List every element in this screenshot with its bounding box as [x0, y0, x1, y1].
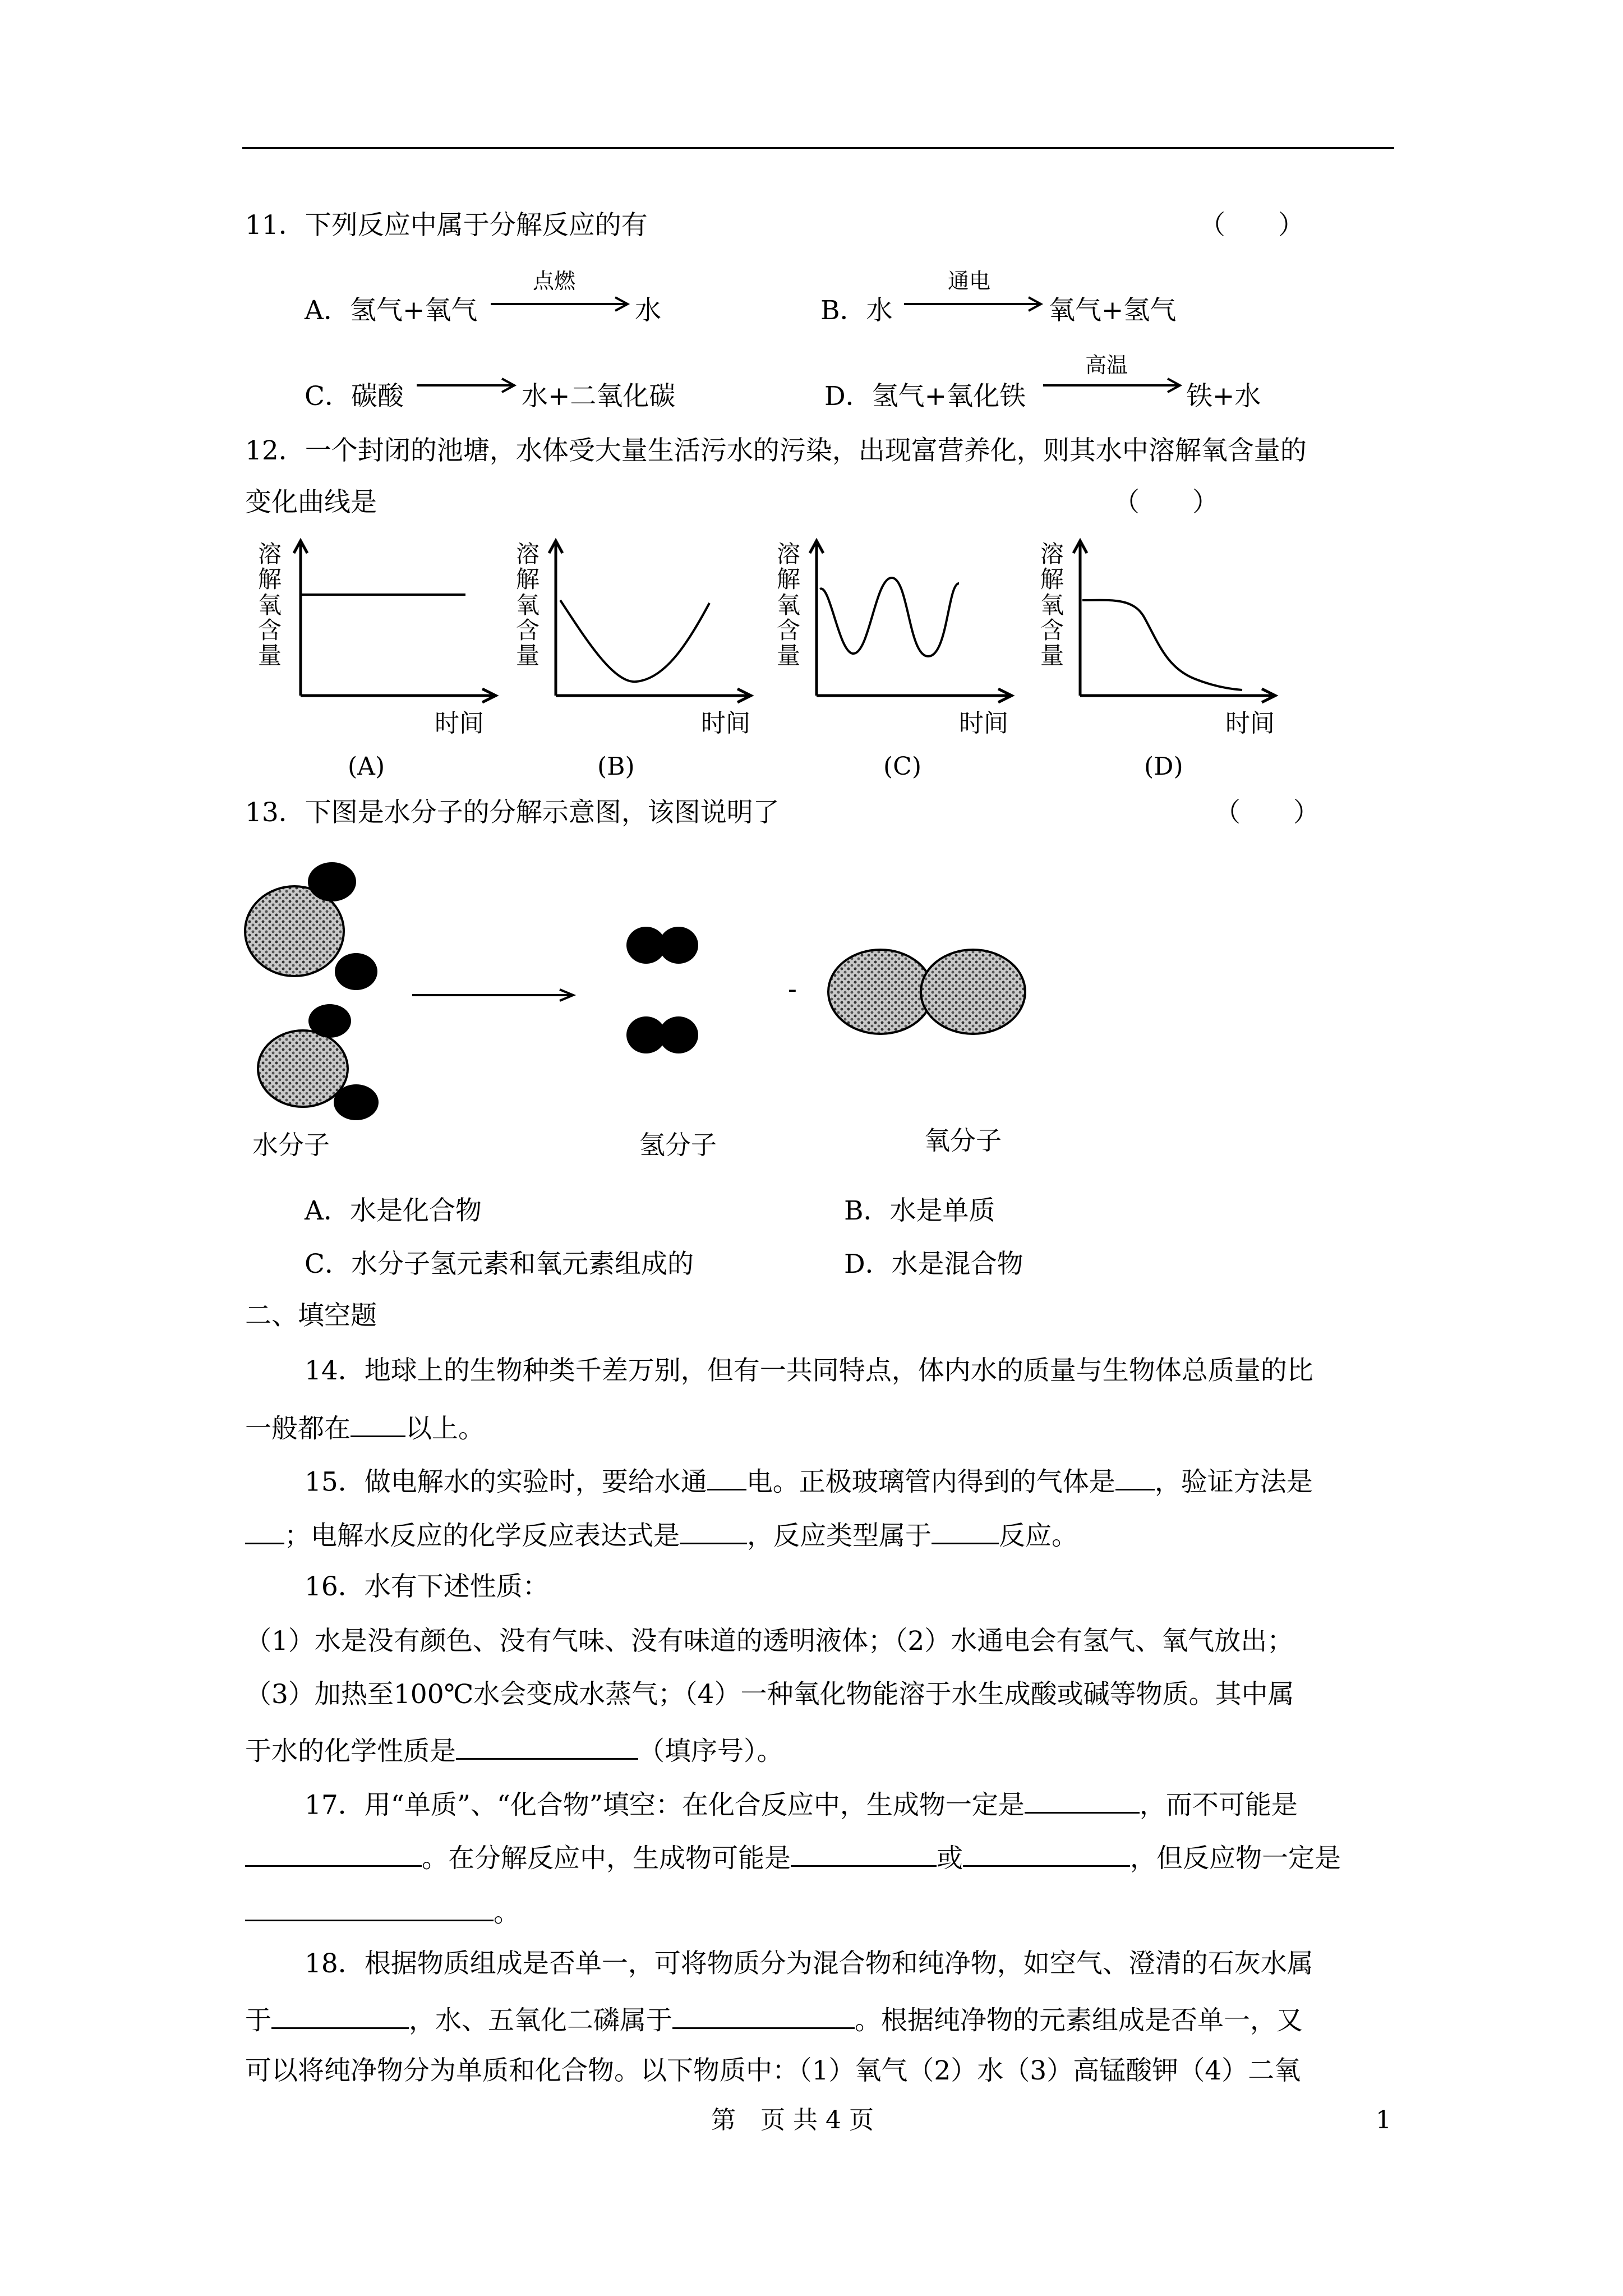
q17-blank-2[interactable] — [245, 1842, 422, 1867]
footer-page-number: 1 — [1376, 2106, 1391, 2134]
q12-answer-paren: （ ） — [1113, 487, 1219, 518]
q11-option-b: B．水 — [820, 295, 893, 326]
q11-d-arrow — [1043, 377, 1183, 394]
graph-d-axes — [1077, 539, 1279, 707]
q11-stem: 11．下列反应中属于分解反应的有 — [245, 210, 648, 241]
q11-option-d: D．氢气+氧化铁 — [824, 381, 1026, 412]
hydrogen-molecule-2 — [626, 1016, 698, 1053]
q11-b-product: 氧气+氢气 — [1049, 295, 1177, 326]
q17-line3: 。 — [245, 1896, 520, 1926]
q11-a-arrow — [491, 296, 631, 312]
q18-line3: 可以将纯净物分为单质和化合物。以下物质中：（1）氧气（2）水（3）高锰酸钾（4）二氧 — [245, 2055, 1301, 2086]
graph-d-ylabel: 溶解氧含量 — [1040, 540, 1064, 670]
graph-b-xlabel: 时间 — [701, 709, 750, 738]
q11-d-condition: 高温 — [1085, 353, 1128, 378]
graph-a-axes — [297, 539, 499, 707]
q18-line1: 18．根据物质组成是否单一，可将物质分为混合物和纯净物，如空气、澄清的石灰水属 — [305, 1948, 1313, 1979]
q13-option-d: D．水是混合物 — [844, 1249, 1023, 1280]
q17-blank-3[interactable] — [791, 1842, 937, 1867]
q16-line3: （3）加热至100℃水会变成水蒸气；（4）一种氧化物能溶于水生成酸或碱等物质。其中属 — [245, 1679, 1294, 1710]
q16-line2: （1）水是没有颜色、没有气味、没有味道的透明液体；（2）水通电会有氢气、氧气放出； — [245, 1626, 1294, 1657]
q13-plus-sign: - — [788, 974, 797, 1005]
q17-line2: 。在分解反应中，生成物可能是 或 ，但反应物一定是 — [245, 1842, 1341, 1871]
q13-water-label: 水分子 — [252, 1130, 330, 1160]
q11-option-c: C．碳酸 — [305, 381, 404, 412]
graph-b-ylabel: 溶解氧含量 — [516, 540, 540, 670]
graph-a-ylabel: 溶解氧含量 — [258, 540, 282, 670]
q16-line1: 16．水有下述性质： — [305, 1571, 549, 1602]
oxygen-molecule — [828, 950, 1025, 1034]
q13-diagram — [241, 853, 1082, 1144]
water-molecule-2 — [258, 1004, 379, 1120]
graph-c-ylabel: 溶解氧含量 — [777, 540, 801, 670]
q15-line2: ；电解水反应的化学反应表达式是 ，反应类型属于 反应。 — [245, 1519, 1078, 1549]
graph-d-curve — [1082, 600, 1242, 690]
q12-stem-line1: 12．一个封闭的池塘，水体受大量生活污水的污染，出现富营养化，则其水中溶解氧含量的 — [245, 435, 1307, 466]
q15-blank-3[interactable] — [245, 1519, 284, 1544]
q14-blank[interactable] — [351, 1412, 405, 1437]
graph-b-curve — [560, 600, 709, 682]
q11-c-product: 水+二氧化碳 — [522, 381, 676, 412]
q13-oxygen-label: 氧分子 — [924, 1125, 1002, 1156]
q13-stem: 13．下图是水分子的分解示意图，该图说明了 — [245, 797, 780, 828]
water-molecule-1 — [245, 862, 377, 990]
q13-answer-paren: （ ） — [1214, 797, 1320, 828]
q18-blank-1[interactable] — [271, 2004, 409, 2029]
graph-d-xlabel: 时间 — [1225, 709, 1275, 738]
graph-c-xlabel: 时间 — [959, 709, 1008, 738]
q13-option-b: B．水是单质 — [844, 1195, 995, 1226]
q15-line1: 15．做电解水的实验时，要给水通 电。正极玻璃管内得到的气体是 ，验证方法是 — [305, 1465, 1313, 1495]
q17-blank-5[interactable] — [245, 1896, 494, 1921]
q13-option-c: C．水分子氢元素和氧元素组成的 — [305, 1249, 694, 1280]
q17-blank-1[interactable] — [1025, 1788, 1140, 1814]
q11-b-condition: 通电 — [948, 269, 991, 293]
q16-line4: 于水的化学性质是 （填序号）。 — [245, 1734, 783, 1764]
q11-b-arrow — [904, 296, 1044, 312]
graph-a-caption: (A) — [348, 752, 385, 781]
q18-blank-2[interactable] — [672, 2004, 855, 2029]
graph-c-curve — [820, 578, 959, 656]
q15-blank-1[interactable] — [707, 1465, 746, 1490]
graph-c-axes — [813, 539, 1015, 707]
graph-a-xlabel: 时间 — [435, 709, 484, 738]
graph-c-caption: (C) — [883, 752, 921, 781]
hydrogen-molecule-1 — [626, 927, 698, 964]
q15-blank-2[interactable] — [1115, 1465, 1155, 1490]
q13-option-a: A．水是化合物 — [305, 1195, 482, 1226]
graph-b-axes — [552, 539, 754, 707]
q17-line1: 17．用“单质”、“化合物”填空：在化合反应中，生成物一定是 ，而不可能是 — [305, 1788, 1298, 1818]
q16-blank[interactable] — [456, 1734, 638, 1760]
q18-line2: 于 ，水、五氧化二磷属于 。根据纯净物的元素组成是否单一，又 — [245, 2004, 1303, 2033]
q14-line1: 14．地球上的生物种类千差万别，但有一共同特点，体内水的质量与生物体总质量的比 — [305, 1355, 1313, 1386]
section-heading: 二、填空题 — [245, 1300, 377, 1331]
q11-answer-paren: （ ） — [1199, 210, 1304, 241]
q11-a-condition: 点燃 — [533, 269, 576, 293]
q15-blank-4[interactable] — [680, 1519, 747, 1544]
footer-page-info: 第 页 共 4 页 — [711, 2106, 874, 2134]
header-rule — [242, 147, 1394, 149]
q11-option-a: A．氢气+氧气 — [305, 295, 478, 326]
q11-a-product: 水 — [635, 295, 661, 326]
graph-d-caption: (D) — [1144, 752, 1183, 781]
q17-blank-4[interactable] — [963, 1842, 1130, 1867]
q11-c-arrow — [417, 377, 518, 394]
q14-line2: 一般都在 以上。 — [245, 1412, 485, 1442]
reaction-arrow — [412, 990, 573, 1001]
q13-hydrogen-label: 氢分子 — [639, 1130, 717, 1160]
graph-b-caption: (B) — [597, 752, 635, 781]
q15-blank-5[interactable] — [932, 1519, 999, 1544]
q11-d-product: 铁+水 — [1186, 381, 1261, 412]
q12-stem-line2: 变化曲线是 — [245, 487, 377, 518]
